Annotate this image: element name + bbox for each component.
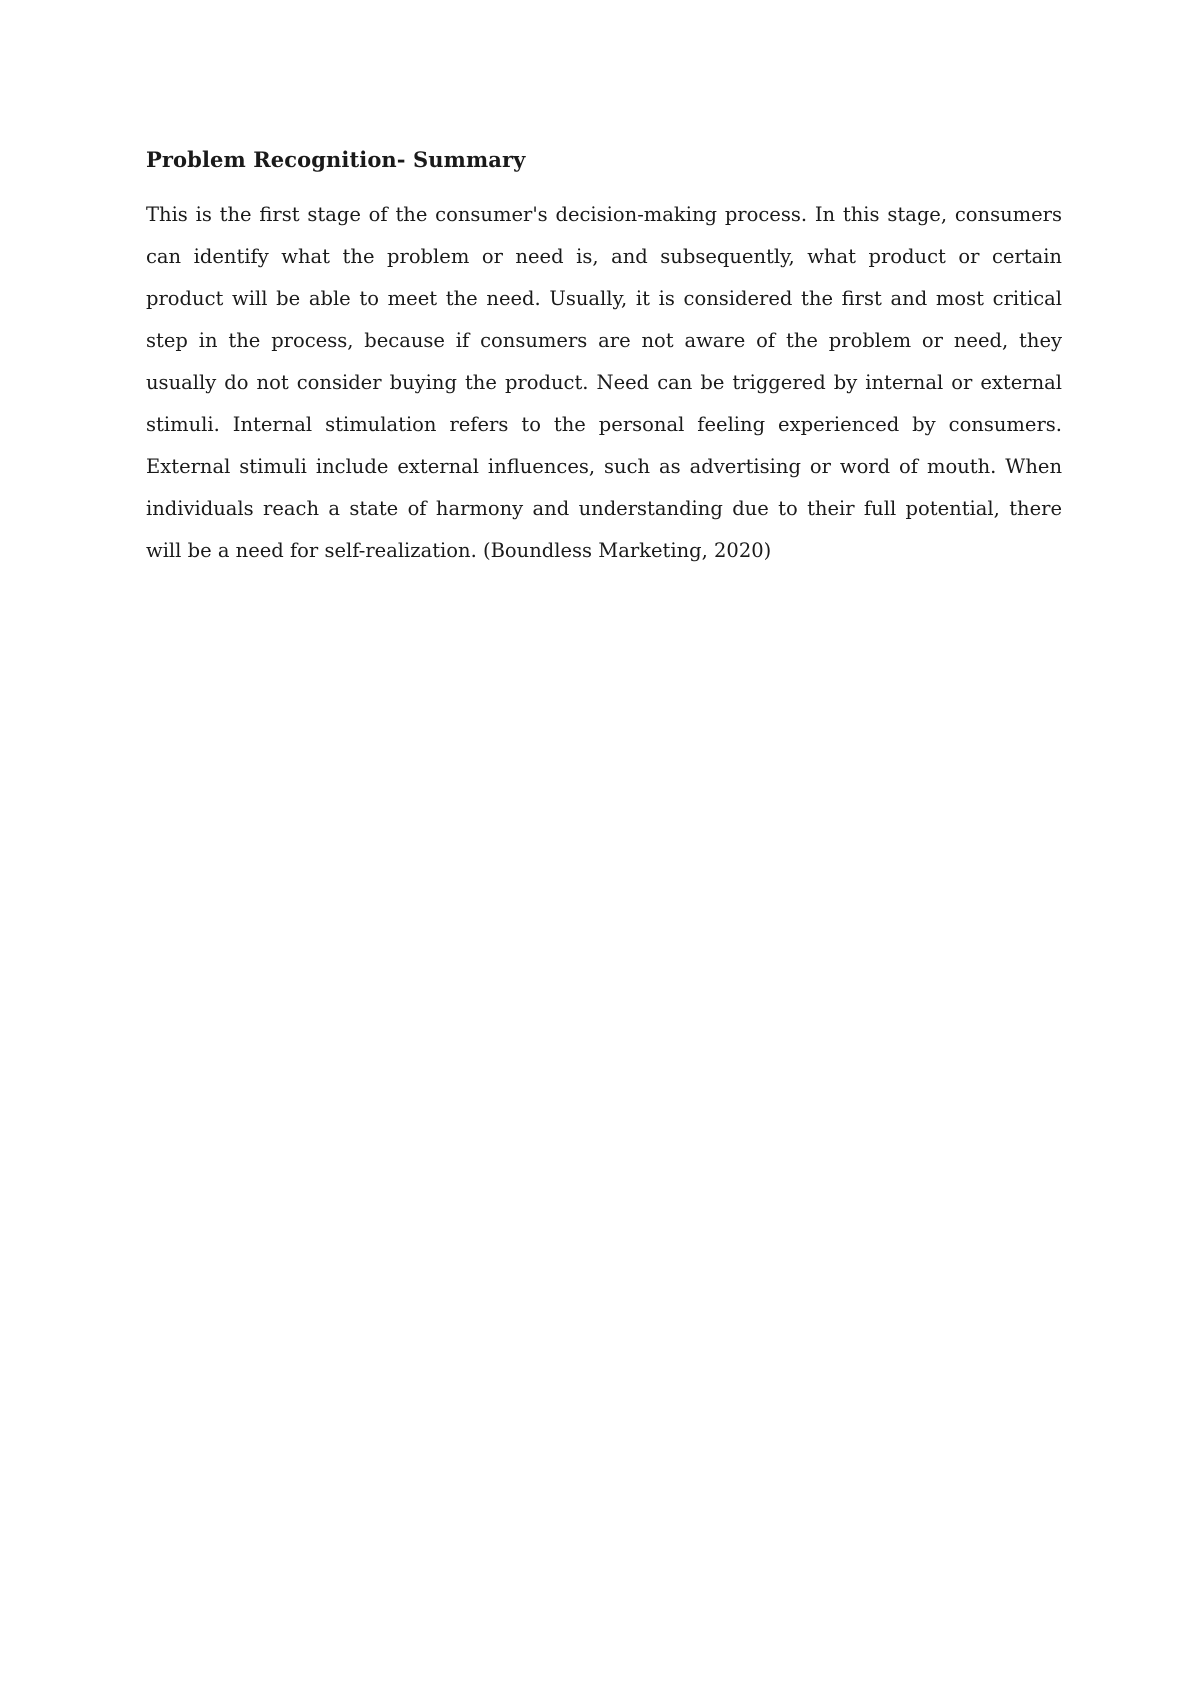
section-heading: Problem Recognition- Summary — [146, 147, 526, 172]
summary-paragraph: This is the first stage of the consumer's decision-making process. In this stage, consumers can identify what the problem or need is, and subsequently, what product or certain product will be able to meet the need. Usually, it is considered the first and most critical step in the process, because if consumers are not aware of the problem or need, they usually do not consider buying the product. Need can be triggered by internal or external stimuli. Internal stimulation refers to the personal feeling experienced by consumers. External stimuli include external influences, such as advertising or word of mouth. When individuals reach a state of harmony and understanding due to their full potential, there will be a need for self-realization. (Boundless Marketing, 2020) — [146, 203, 1062, 562]
document-content — [146, 140, 1062, 572]
